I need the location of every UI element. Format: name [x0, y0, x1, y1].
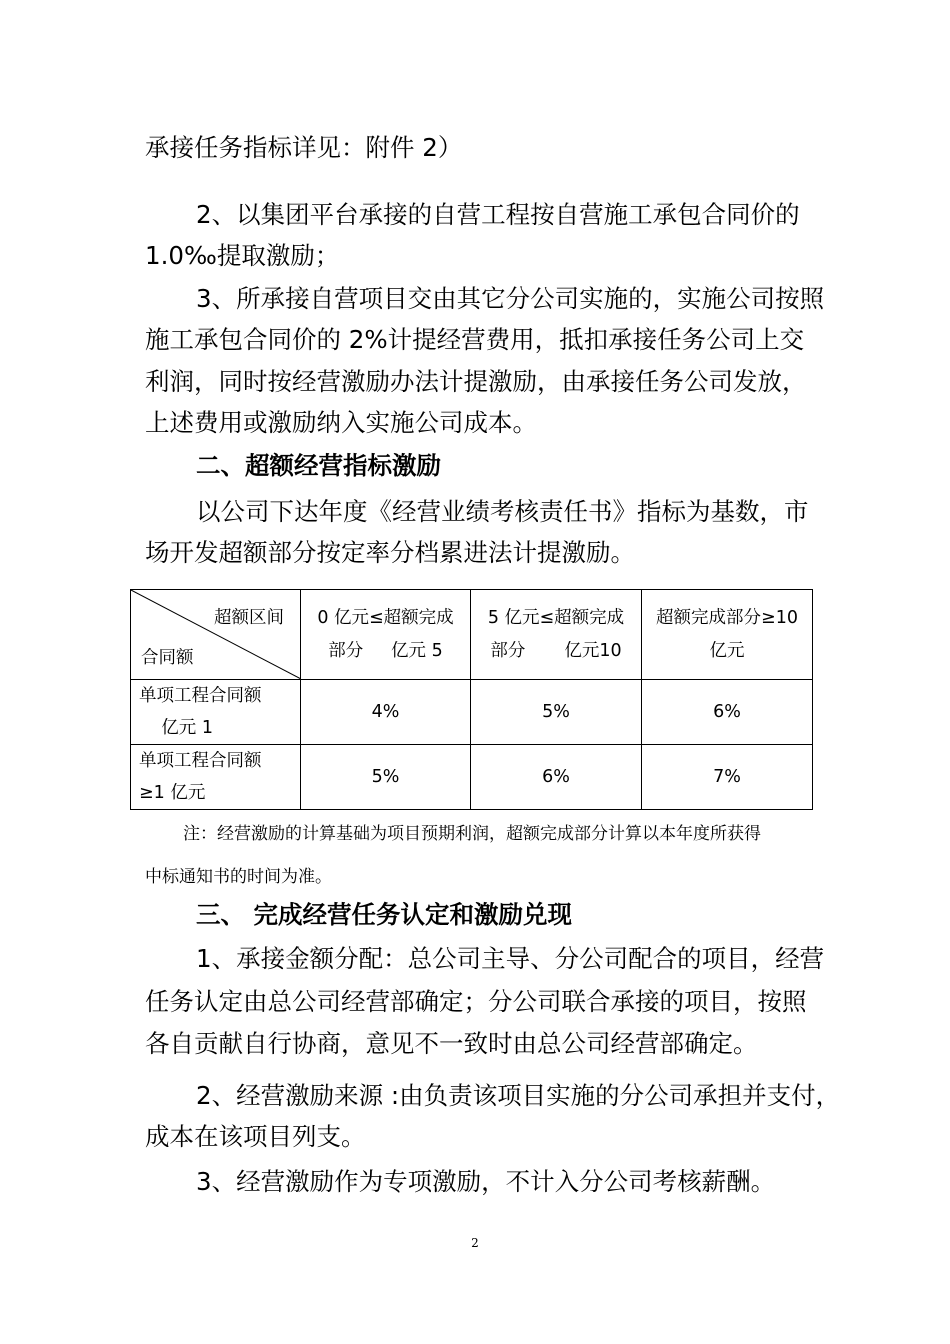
- section-heading: 三、 完成经营任务认定和激励兑现: [196, 900, 573, 929]
- paragraph-line: 场开发超额部分按定率分档累进法计提激励。: [145, 538, 635, 567]
- table-cell: 7%: [642, 745, 813, 810]
- corner-header-amount: 合同额: [141, 648, 194, 668]
- paragraph-line: 利润，同时按经营激励办法计提激励，由承接任务公司发放，: [145, 367, 807, 396]
- paragraph-line: 3、经营激励作为专项激励，不计入分公司考核薪酬。: [196, 1167, 776, 1196]
- table-cell: 5%: [301, 745, 471, 810]
- paragraph-line: 成本在该项目列支。: [145, 1122, 366, 1151]
- paragraph-line: 各自贡献自行协商，意见不一致时由总公司经营部确定。: [145, 1029, 758, 1058]
- section-heading: 二、超额经营指标激励: [196, 451, 441, 480]
- corner-header-range: 超额区间: [214, 608, 284, 628]
- paragraph-line: 2、经营激励来源 :由负责该项目实施的分公司承担并支付，: [196, 1081, 841, 1110]
- table-header-cell: 0 亿元≤超额完成 部分 亿元 5: [301, 590, 471, 680]
- incentive-rate-table: [130, 589, 813, 810]
- table-row: [131, 745, 813, 810]
- paragraph-line: 承接任务指标详见：附件 2）: [145, 133, 463, 162]
- paragraph-line: 1.0‰提取激励；: [145, 241, 340, 270]
- paragraph-line: 以公司下达年度《经营业绩考核责任书》指标为基数，市: [196, 497, 809, 526]
- table-note-line: 中标通知书的时间为准。: [145, 867, 332, 887]
- table-header-cell: 5 亿元≤超额完成 部分 亿元10: [471, 590, 642, 680]
- paragraph-line: 任务认定由总公司经营部确定；分公司联合承接的项目，按照: [145, 987, 807, 1016]
- paragraph-line: 上述费用或激励纳入实施公司成本。: [145, 408, 537, 437]
- table-header-cell: 超额完成部分≥10 亿元: [642, 590, 813, 680]
- paragraph-line: 3、所承接自营项目交由其它分公司实施的，实施公司按照: [196, 284, 825, 313]
- paragraph-line: 施工承包合同价的 2%计提经营费用，抵扣承接任务公司上交: [145, 325, 805, 354]
- table-cell: 4%: [301, 680, 471, 745]
- table-corner-cell: [131, 590, 301, 680]
- paragraph-line: 1、承接金额分配：总公司主导、分公司配合的项目，经营: [196, 944, 825, 973]
- paragraph-line: 2、以集团平台承接的自营工程按自营施工承包合同价的: [196, 200, 800, 229]
- row-label-cell: 单项工程合同额 亿元 1: [131, 680, 301, 745]
- table-cell: 6%: [642, 680, 813, 745]
- row-label-cell: 单项工程合同额 ≥1 亿元: [131, 745, 301, 810]
- table-note-line: 注：经营激励的计算基础为项目预期利润，超额完成部分计算以本年度所获得: [183, 824, 761, 844]
- table-cell: 6%: [471, 745, 642, 810]
- table-row: [131, 680, 813, 745]
- page-number: 2: [471, 1236, 479, 1250]
- table-cell: 5%: [471, 680, 642, 745]
